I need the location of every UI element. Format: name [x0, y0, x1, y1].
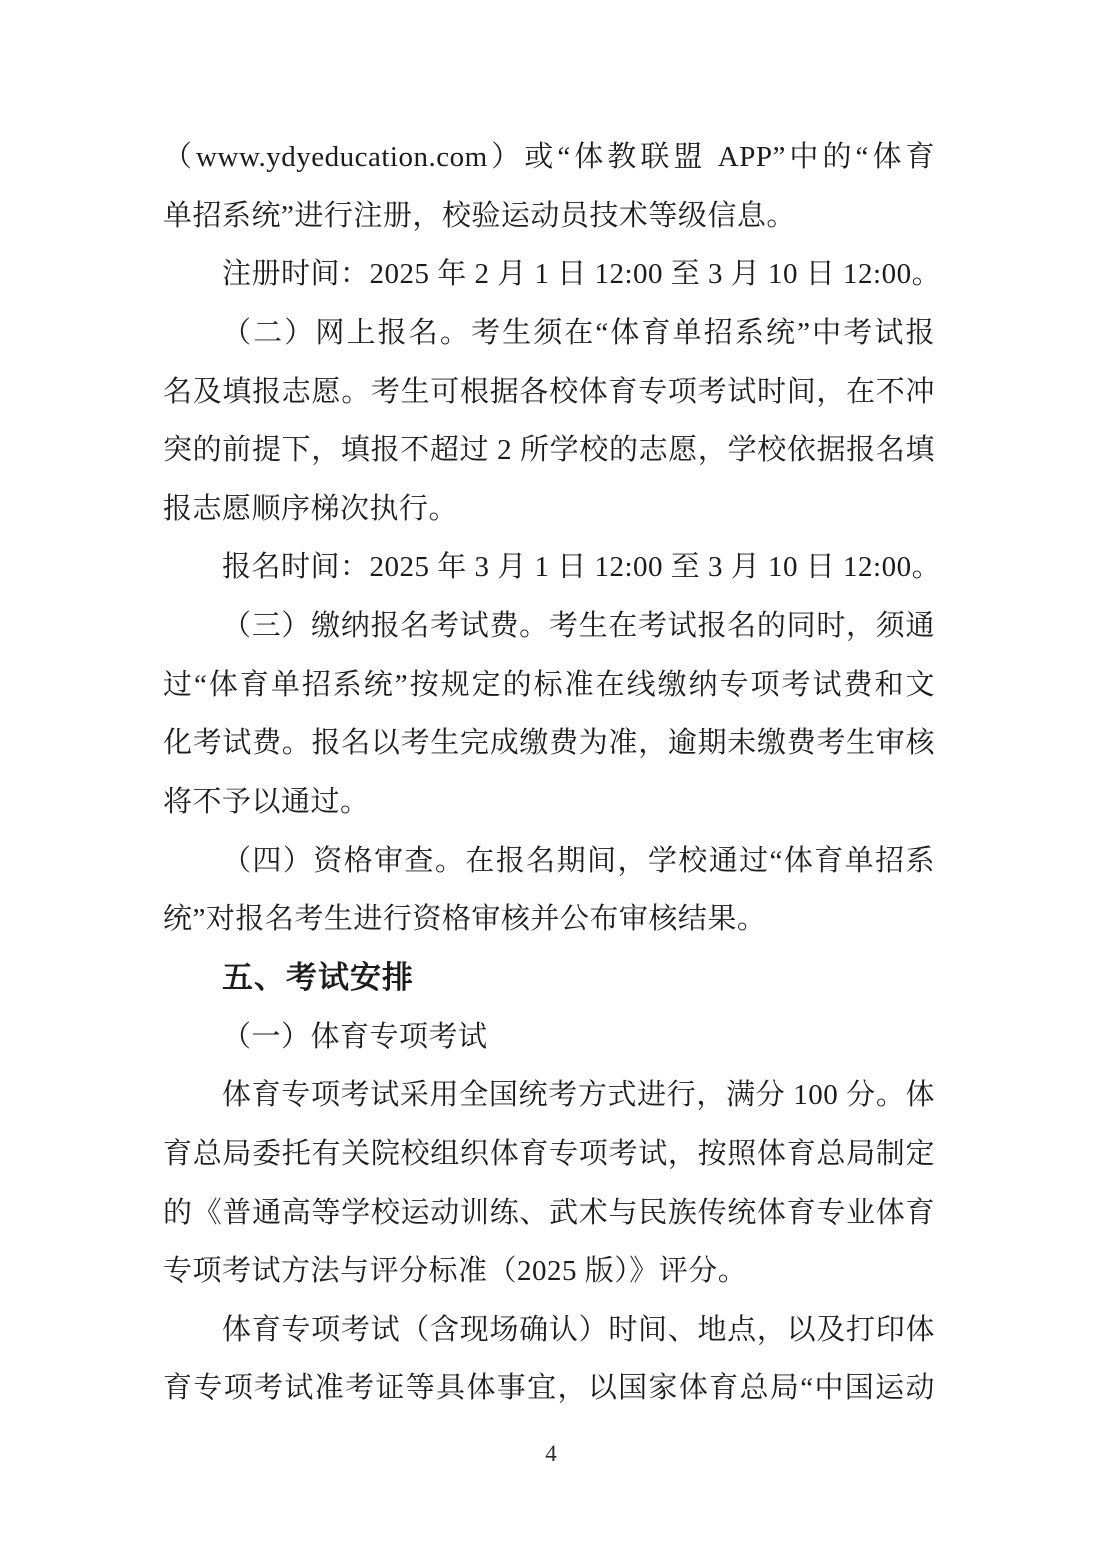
- text-line: 统”对报名考生进行资格审核并公布审核结果。: [163, 903, 767, 936]
- text-line: 单招系统”进行注册，校验运动员技术等级信息。: [163, 199, 796, 232]
- text-line: 的《普通高等学校运动训练、武术与民族传统体育专业体育: [163, 1196, 935, 1229]
- text-line: 体育专项考试采用全国统考方式进行，满分 100 分。体: [222, 1079, 935, 1112]
- text-line: （二）网上报名。考生须在“体育单招系统”中考试报: [222, 316, 935, 349]
- text-line: 育专项考试准考证等具体事宜，以国家体育总局“中国运动: [163, 1372, 935, 1405]
- section-heading: 五、考试安排: [222, 959, 414, 995]
- text-line: 专项考试方法与评分标准（2025 版）》评分。: [163, 1255, 748, 1288]
- text-line: 化考试费。报名以考生完成缴费为准，逾期未缴费考生审核: [163, 727, 935, 760]
- text-line: 过“体育单招系统”按规定的标准在线缴纳专项考试费和文: [163, 668, 935, 701]
- text-line: 名及填报志愿。考生可根据各校体育专项考试时间，在不冲: [163, 375, 935, 408]
- text-line: （一）体育专项考试: [222, 1020, 488, 1053]
- text-line: 育总局委托有关院校组织体育专项考试，按照体育总局制定: [163, 1137, 935, 1170]
- text-line: 注册时间：2025 年 2 月 1 日 12:00 至 3 月 10 日 12:00。: [222, 258, 942, 291]
- text-line: 突的前提下，填报不超过 2 所学校的志愿，学校依据报名填: [163, 434, 935, 467]
- text-line: 将不予以通过。: [163, 786, 370, 819]
- text-line: 报名时间：2025 年 3 月 1 日 12:00 至 3 月 10 日 12:00。: [222, 551, 942, 584]
- text-line: 体育专项考试（含现场确认）时间、地点，以及打印体: [222, 1313, 935, 1346]
- page-number: 4: [545, 1441, 557, 1466]
- text-line: （www.ydyeducation.com）或“体教联盟 APP”中的“体育: [163, 141, 935, 173]
- text-line: （四）资格审查。在报名期间，学校通过“体育单招系: [222, 844, 935, 877]
- text-line: （三）缴纳报名考试费。考生在考试报名的同时，须通: [222, 610, 935, 643]
- document-body: [163, 128, 942, 1418]
- text-line: 报志愿顺序梯次执行。: [163, 492, 459, 525]
